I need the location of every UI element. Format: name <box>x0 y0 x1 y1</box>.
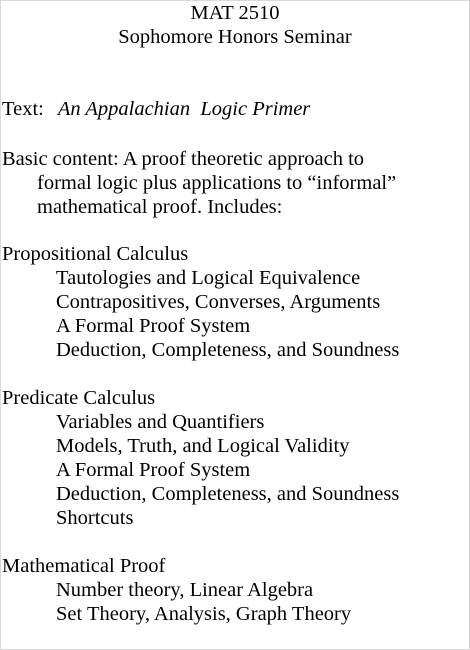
text-label: Text: <box>2 98 44 120</box>
list-item: Tautologies and Logical Equivalence <box>56 267 361 289</box>
list-item: Contrapositives, Converses, Arguments <box>56 291 381 313</box>
text-line <box>2 97 310 121</box>
list-item: Shortcuts <box>56 507 134 529</box>
basic-content-line-2: formal logic plus applications to “informal” <box>37 172 397 194</box>
list-item: Number theory, Linear Algebra <box>56 579 314 601</box>
section-heading-mathematical-proof: Mathematical Proof <box>2 555 166 577</box>
textbook-title: An Appalachian Logic Primer <box>57 98 311 120</box>
list-item: Models, Truth, and Logical Validity <box>56 435 350 457</box>
list-item: Variables and Quantifiers <box>56 411 265 433</box>
list-item: A Formal Proof System <box>56 315 251 337</box>
section-heading-predicate-calculus: Predicate Calculus <box>2 387 156 409</box>
list-item: A Formal Proof System <box>56 459 251 481</box>
course-code: MAT 2510 <box>190 2 280 24</box>
basic-content-line-3: mathematical proof. Includes: <box>37 196 283 218</box>
list-item: Deduction, Completeness, and Soundness <box>56 483 400 505</box>
basic-content-line-1: Basic content: A proof theoretic approach to <box>2 148 365 170</box>
list-item: Deduction, Completeness, and Soundness <box>56 339 400 361</box>
section-heading-propositional-calculus: Propositional Calculus <box>2 243 189 265</box>
list-item: Set Theory, Analysis, Graph Theory <box>56 603 352 625</box>
course-name: Sophomore Honors Seminar <box>118 26 352 48</box>
